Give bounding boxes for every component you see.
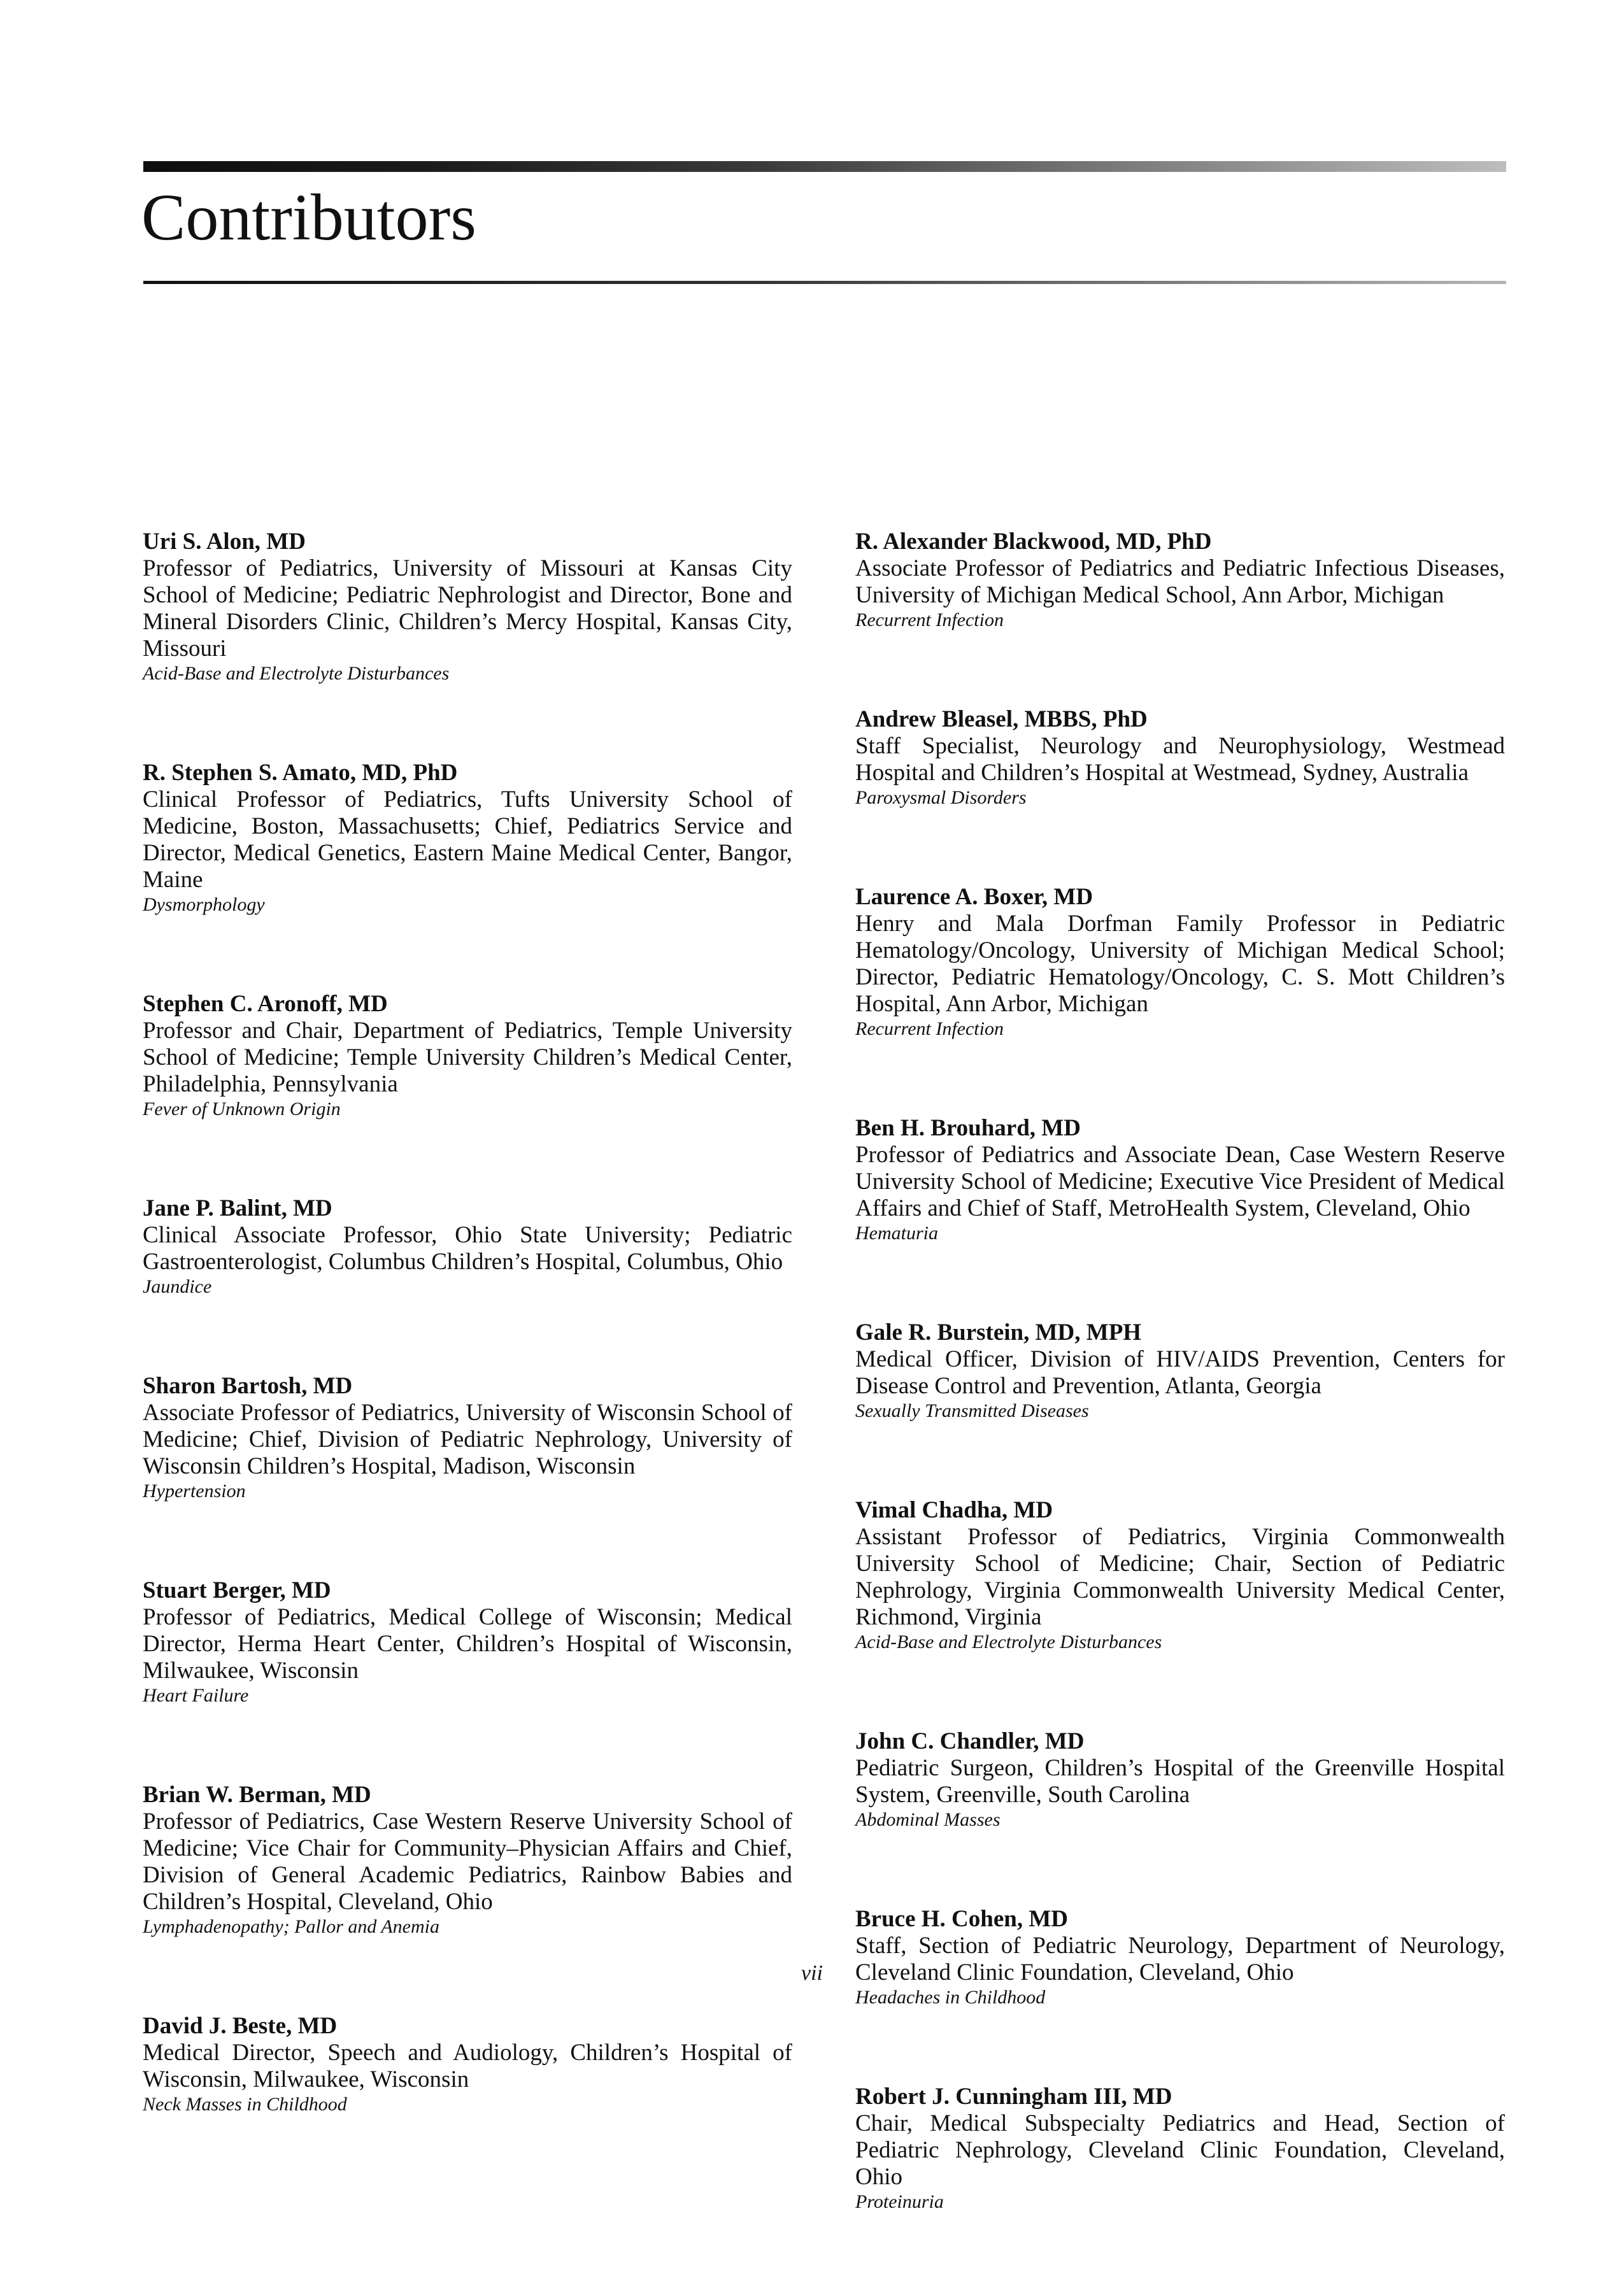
contributor-name: David J. Beste, MD bbox=[143, 2013, 338, 2039]
contributor-entry bbox=[855, 1319, 1505, 1423]
contributor-chapter: Neck Masses in Childhood bbox=[143, 2094, 347, 2115]
contributor-entry bbox=[855, 884, 1505, 1041]
contributor-entry bbox=[855, 706, 1505, 809]
contributor-chapter: Abdominal Masses bbox=[855, 1809, 1001, 1830]
contributor-chapter: Paroxysmal Disorders bbox=[855, 787, 1027, 808]
contributor-chapter: Acid-Base and Electrolyte Disturbances bbox=[143, 663, 450, 684]
contributor-chapter: Dysmorphology bbox=[143, 894, 265, 915]
contributor-affiliation: Professor and Chair, Department of Pediatrics, Temple University School of Medicine; Temple University Children’s Medical Center, Philadelphia, Pennsylvania bbox=[143, 1018, 792, 1097]
contributor-chapter: Headaches in Childhood bbox=[855, 1987, 1046, 2008]
contributor-entry bbox=[855, 1906, 1505, 2009]
contributor-affiliation: Professor of Pediatrics, Case Western Reserve University School of Medicine; Vice Chair for Community–Physician Affairs and Chief, Division of General Academic Pediatrics, Rainbow Babies and Children’s Hospital, Cleveland, Ohio bbox=[143, 1808, 792, 1915]
contributor-affiliation: Clinical Associate Professor, Ohio State University; Pediatric Gastroenterologist, Columbus Children’s Hospital, Columbus, Ohio bbox=[143, 1222, 792, 1275]
title-rule bbox=[143, 281, 1506, 284]
contributor-name: Stuart Berger, MD bbox=[143, 1577, 331, 1603]
contributor-entry bbox=[143, 2013, 792, 2116]
contributor-affiliation: Chair, Medical Subspecialty Pediatrics and Head, Section of Pediatric Nephrology, Cleveland Clinic Foundation, Cleveland, Ohio bbox=[855, 2110, 1505, 2190]
contributor-entry bbox=[855, 1115, 1505, 1245]
left-column bbox=[143, 529, 792, 2191]
contributor-name: Laurence A. Boxer, MD bbox=[855, 884, 1093, 910]
contributor-entry bbox=[143, 1373, 792, 1503]
contributor-chapter: Recurrent Infection bbox=[855, 609, 1004, 630]
contributor-name: Vimal Chadha, MD bbox=[855, 1497, 1053, 1523]
contributor-affiliation: Henry and Mala Dorfman Family Professor in Pediatric Hematology/Oncology, University of Michigan Medical School; Director, Pediatric Hematology/Oncology, C. S. Mott Children’s Hospital, Ann Arbor, Michigan bbox=[855, 911, 1505, 1017]
contributor-name: Andrew Bleasel, MBBS, PhD bbox=[855, 706, 1148, 732]
contributor-affiliation: Medical Officer, Division of HIV/AIDS Prevention, Centers for Disease Control and Prevention, Atlanta, Georgia bbox=[855, 1346, 1505, 1399]
contributor-entry bbox=[143, 1195, 792, 1298]
contributor-affiliation: Associate Professor of Pediatrics, University of Wisconsin School of Medicine; Chief, Division of Pediatric Nephrology, University of Wisconsin Children’s Hospital, Madison, Wisconsin bbox=[143, 1400, 792, 1479]
contributor-entry bbox=[855, 1728, 1505, 1831]
contributor-name: Robert J. Cunningham III, MD bbox=[855, 2084, 1172, 2110]
contributor-chapter: Acid-Base and Electrolyte Disturbances bbox=[855, 1631, 1162, 1652]
contributor-affiliation: Pediatric Surgeon, Children’s Hospital of the Greenville Hospital System, Greenville, South Carolina bbox=[855, 1755, 1505, 1808]
contributor-entry bbox=[143, 1577, 792, 1707]
contributor-chapter: Heart Failure bbox=[143, 1685, 249, 1706]
contributor-entry bbox=[143, 991, 792, 1121]
contributor-entry bbox=[143, 529, 792, 685]
contributor-name: Ben H. Brouhard, MD bbox=[855, 1115, 1081, 1141]
contributor-affiliation: Medical Director, Speech and Audiology, Children’s Hospital of Wisconsin, Milwaukee, Wisconsin bbox=[143, 2040, 792, 2093]
contributor-name: Stephen C. Aronoff, MD bbox=[143, 991, 388, 1017]
contributor-entry bbox=[855, 1497, 1505, 1654]
contributor-entry bbox=[143, 1782, 792, 1938]
contributor-chapter: Fever of Unknown Origin bbox=[143, 1098, 341, 1119]
contributor-affiliation: Clinical Professor of Pediatrics, Tufts University School of Medicine, Boston, Massachusetts; Chief, Pediatrics Service and Director, Medical Genetics, Eastern Maine Medical Center, Bangor, Maine bbox=[143, 786, 792, 893]
contributor-name: John C. Chandler, MD bbox=[855, 1728, 1085, 1754]
contributor-affiliation: Associate Professor of Pediatrics and Pediatric Infectious Diseases, University of Michigan Medical School, Ann Arbor, Michigan bbox=[855, 555, 1505, 608]
contributor-affiliation: Staff, Section of Pediatric Neurology, Department of Neurology, Cleveland Clinic Foundation, Cleveland, Ohio bbox=[855, 1933, 1505, 1986]
contributor-name: R. Stephen S. Amato, MD, PhD bbox=[143, 760, 458, 786]
page-number: vii bbox=[801, 1961, 823, 1985]
right-column bbox=[855, 529, 1505, 2288]
contributor-name: Jane P. Balint, MD bbox=[143, 1195, 332, 1221]
contributor-name: Bruce H. Cohen, MD bbox=[855, 1906, 1068, 1932]
contributor-affiliation: Professor of Pediatrics and Associate Dean, Case Western Reserve University School of Medicine; Executive Vice President of Medical Affairs and Chief of Staff, MetroHealth System, Cleveland, Ohio bbox=[855, 1142, 1505, 1221]
contributor-chapter: Sexually Transmitted Diseases bbox=[855, 1400, 1089, 1421]
contributor-affiliation: Assistant Professor of Pediatrics, Virginia Commonwealth University School of Medicine; Chair, Section of Pediatric Nephrology, Virginia Commonwealth University Medical Center, Richmond, Virginia bbox=[855, 1524, 1505, 1630]
contributor-name: Sharon Bartosh, MD bbox=[143, 1373, 353, 1399]
contributor-affiliation: Professor of Pediatrics, Medical College of Wisconsin; Medical Director, Herma Heart Center, Children’s Hospital of Wisconsin, Milwaukee, Wisconsin bbox=[143, 1604, 792, 1684]
contributor-name: Gale R. Burstein, MD, MPH bbox=[855, 1319, 1142, 1346]
contributor-name: Uri S. Alon, MD bbox=[143, 529, 306, 555]
contributor-chapter: Jaundice bbox=[143, 1276, 212, 1297]
contributor-entry bbox=[855, 2084, 1505, 2213]
contributor-affiliation: Staff Specialist, Neurology and Neurophysiology, Westmead Hospital and Children’s Hospital at Westmead, Sydney, Australia bbox=[855, 733, 1505, 786]
contributor-chapter: Hypertension bbox=[143, 1481, 246, 1502]
header-decorative-bar bbox=[143, 161, 1506, 172]
contributor-chapter: Recurrent Infection bbox=[855, 1018, 1004, 1039]
contributor-chapter: Proteinuria bbox=[855, 2191, 944, 2212]
contributor-name: Brian W. Berman, MD bbox=[143, 1782, 371, 1808]
contributor-name: R. Alexander Blackwood, MD, PhD bbox=[855, 529, 1212, 555]
contributor-chapter: Hematuria bbox=[855, 1223, 938, 1244]
page-title: Contributors bbox=[141, 181, 476, 254]
contributor-chapter: Lymphadenopathy; Pallor and Anemia bbox=[143, 1916, 439, 1937]
contributor-entry bbox=[143, 760, 792, 916]
contributor-entry bbox=[855, 529, 1505, 632]
contributor-affiliation: Professor of Pediatrics, University of Missouri at Kansas City School of Medicine; Pediatric Nephrologist and Director, Bone and Mineral Disorders Clinic, Children’s Mercy Hospital, Kansas City, Missouri bbox=[143, 555, 792, 662]
